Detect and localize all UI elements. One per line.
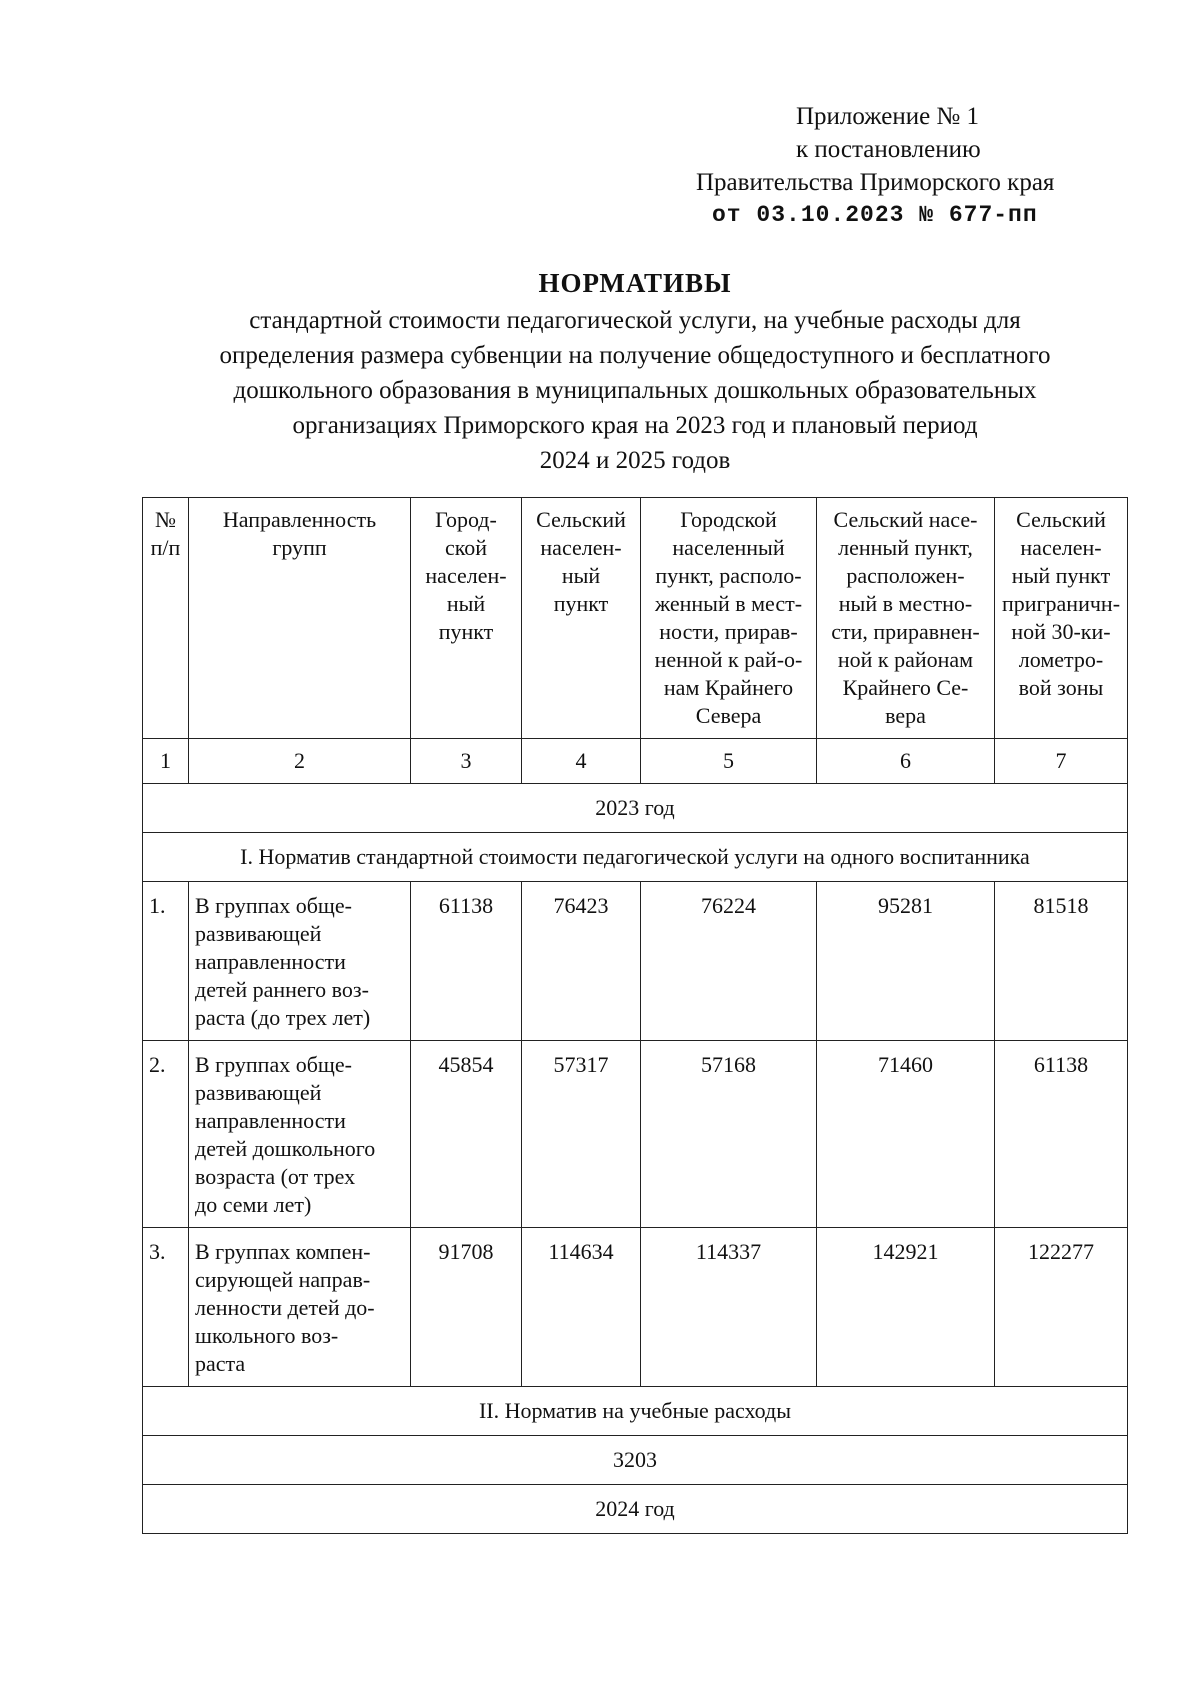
education-expense-row <box>143 1436 1128 1485</box>
subtitle-line: организациях Приморского края на 2023 год и плановый период <box>292 412 978 439</box>
value-cell: 45854 <box>411 1041 522 1228</box>
subtitle-line: определения размера субвенции на получение общедоступного и бесплатного <box>219 342 1051 369</box>
row-number: 2. <box>143 1041 189 1228</box>
value-cell: 76423 <box>522 882 641 1041</box>
value-cell: 142921 <box>817 1228 995 1387</box>
value-cell: 61138 <box>411 882 522 1041</box>
document-title: НОРМАТИВЫ <box>538 268 732 298</box>
value-cell: 114337 <box>641 1228 817 1387</box>
value-cell: 76224 <box>641 882 817 1041</box>
row-number: 1. <box>143 882 189 1041</box>
row-group-name: В группах обще- развивающей направленности детей раннего воз- раста (до трех лет) <box>189 882 411 1041</box>
value-cell: 91708 <box>411 1228 522 1387</box>
value-cell: 81518 <box>995 882 1128 1041</box>
header-row <box>143 498 1128 739</box>
attachment-block <box>640 100 1120 232</box>
value-cell: 114634 <box>522 1228 641 1387</box>
section-heading-2: II. Норматив на учебные расходы <box>143 1387 1128 1436</box>
column-number: 3 <box>411 739 522 784</box>
header-direction: Направленность групп <box>189 498 411 739</box>
attachment-resolution: к постановлению <box>796 136 981 163</box>
attachment-government: Правительства Приморского края <box>696 169 1055 196</box>
year-2023: 2023 год <box>143 784 1128 833</box>
subtitle-line: стандартной стоимости педагогической услуги, на учебные расходы для <box>249 307 1021 334</box>
column-number: 7 <box>995 739 1128 784</box>
row-number: 3. <box>143 1228 189 1387</box>
header-urban: Город- ской населен- ный пункт <box>411 498 522 739</box>
value-cell: 71460 <box>817 1041 995 1228</box>
row-group-name: В группах компен- сирующей направ- ленности детей до- школьного воз- раста <box>189 1228 411 1387</box>
column-number: 1 <box>143 739 189 784</box>
section-row-2 <box>143 1387 1128 1436</box>
year-2024: 2024 год <box>143 1485 1128 1534</box>
value-cell: 61138 <box>995 1041 1128 1228</box>
subtitle-line: дошкольного образования в муниципальных дошкольных образовательных <box>233 377 1037 404</box>
column-numbers-row <box>143 739 1128 784</box>
subtitle-line: 2024 и 2025 годов <box>539 447 731 474</box>
section-heading-1: I. Норматив стандартной стоимости педагогической услуги на одного воспитанника <box>143 833 1128 882</box>
document-subtitle <box>0 303 1200 478</box>
column-number: 4 <box>522 739 641 784</box>
header-urban-north: Городской населенный пункт, располо- женный в мест- ности, прирав- ненной к рай-о- нам Крайнего Севера <box>641 498 817 739</box>
attachment-date-stamp: от 03.10.2023 № 677-пп <box>712 202 1038 228</box>
column-number: 2 <box>189 739 411 784</box>
value-cell: 57168 <box>641 1041 817 1228</box>
year-row-2023 <box>143 784 1128 833</box>
section-row-1 <box>143 833 1128 882</box>
education-expense-value: 3203 <box>143 1436 1128 1485</box>
column-number: 5 <box>641 739 817 784</box>
row-group-name: В группах обще- развивающей направленности детей дошкольного возраста (от трех до семи лет) <box>189 1041 411 1228</box>
table-row <box>143 1041 1128 1228</box>
header-rural: Сельский населен- ный пункт <box>522 498 641 739</box>
value-cell: 57317 <box>522 1041 641 1228</box>
norms-table <box>142 497 1128 1534</box>
header-rural-border: Сельский населен- ный пункт приграничн- ной 30-ки- лометро- вой зоны <box>995 498 1128 739</box>
table-row <box>143 1228 1128 1387</box>
table-row <box>143 882 1128 1041</box>
value-cell: 122277 <box>995 1228 1128 1387</box>
year-row-2024 <box>143 1485 1128 1534</box>
column-number: 6 <box>817 739 995 784</box>
value-cell: 95281 <box>817 882 995 1041</box>
attachment-number: Приложение № 1 <box>796 103 980 130</box>
header-number: № п/п <box>143 498 189 739</box>
header-rural-north: Сельский насе- ленный пункт, расположен- ный в местно- сти, приравнен- ной к районам Крайнего Се- вера <box>817 498 995 739</box>
